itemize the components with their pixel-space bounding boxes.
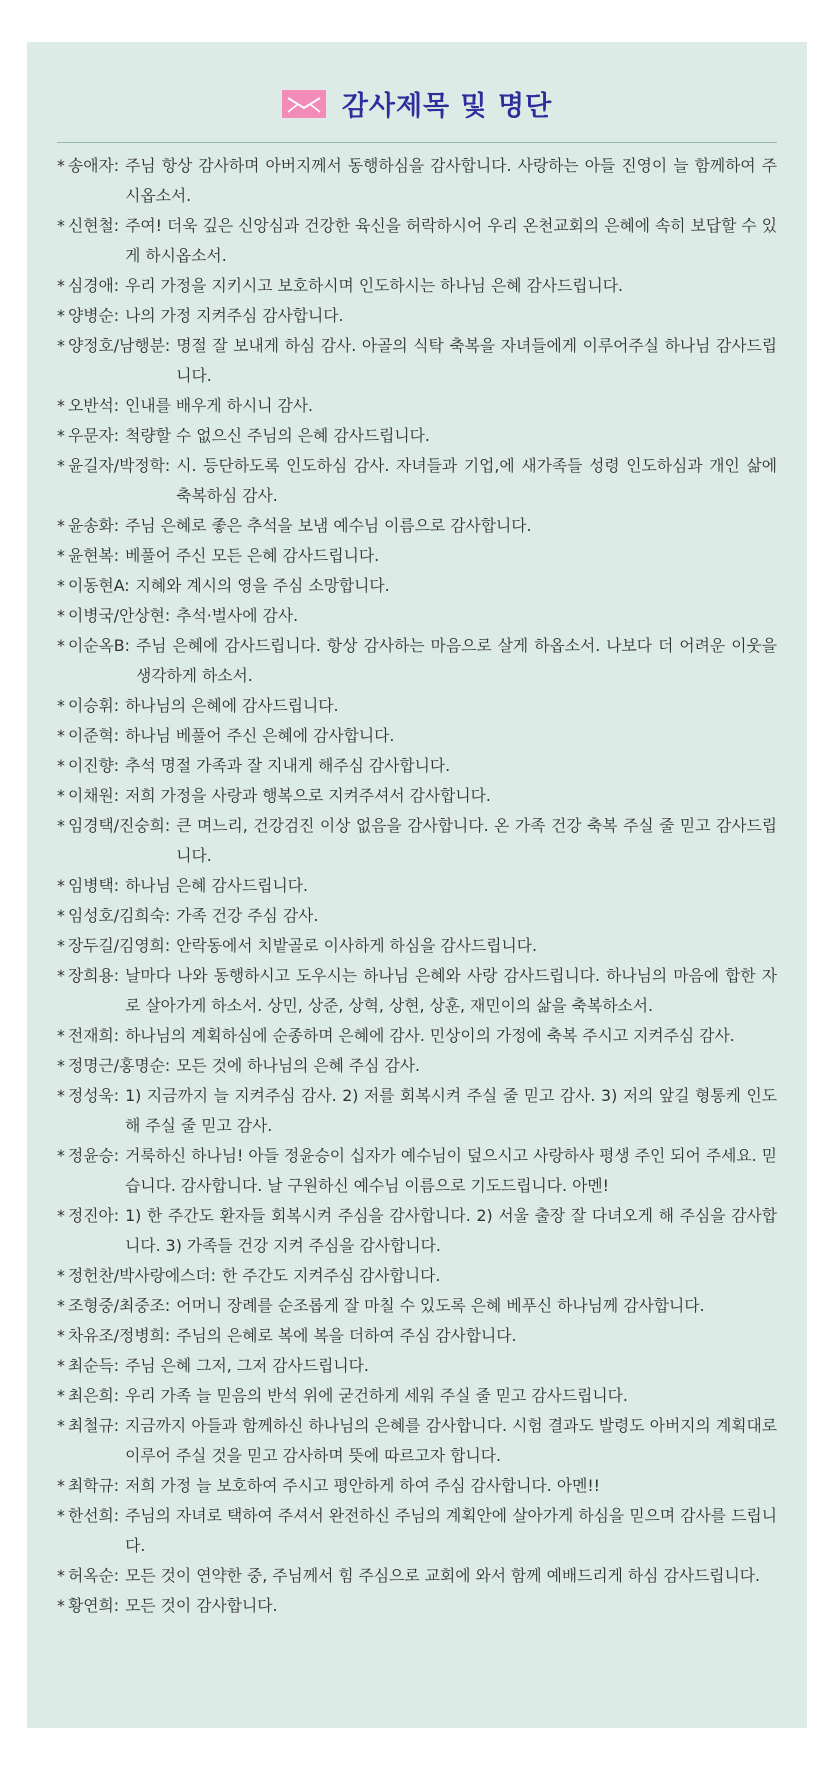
member-name: 최순득: xyxy=(68,1356,120,1375)
prayer-message: 주님의 은혜로 복에 복을 더하여 주심 감사합니다. xyxy=(176,1326,517,1345)
list-item xyxy=(57,1261,777,1291)
bullet-marker: * xyxy=(57,576,65,595)
bullet-marker: * xyxy=(57,786,65,805)
member-name: 장두길/김영희: xyxy=(68,936,171,955)
prayer-message: 추석 명절 가족과 잘 지내게 해주심 감사합니다. xyxy=(125,756,451,775)
prayer-message: 날마다 나와 동행하시고 도우시는 하나님 은혜와 사랑 감사드립니다. 하나님의 마음에 합한 자로 살아가게 하소서. 상민, 상준, 상혁, 상현, 상훈, 재민이의 삶을 축복하소서. xyxy=(125,966,777,1015)
member-name: 오반석: xyxy=(68,396,120,415)
prayer-message: 큰 며느리, 건강검진 이상 없음을 감사합니다. 온 가족 건강 축복 주실 줄 믿고 감사드립니다. xyxy=(176,816,777,865)
member-name: 조형중/최중조: xyxy=(68,1296,171,1315)
list-item xyxy=(57,271,777,301)
bullet-marker: * xyxy=(57,636,65,655)
list-item xyxy=(57,1081,777,1141)
member-name: 이진향: xyxy=(68,756,120,775)
list-item xyxy=(57,781,777,811)
member-name: 임성호/김희숙: xyxy=(68,906,171,925)
member-name: 정윤승: xyxy=(68,1146,120,1165)
prayer-message: 하나님 은혜 감사드립니다. xyxy=(125,876,309,895)
member-name: 장희용: xyxy=(68,966,120,985)
list-item xyxy=(57,421,777,451)
content-panel xyxy=(27,42,807,1728)
list-item xyxy=(57,1291,777,1321)
prayer-message: 우리 가족 늘 믿음의 반석 위에 굳건하게 세워 주실 줄 믿고 감사드립니다. xyxy=(125,1386,628,1405)
title-divider xyxy=(57,142,777,143)
member-name: 정진아: xyxy=(68,1206,120,1225)
prayer-list xyxy=(57,151,777,1621)
prayer-message: 주여! 더욱 깊은 신앙심과 건강한 육신을 허락하시어 우리 온천교회의 은혜에 속히 보답할 수 있게 하시옵소서. xyxy=(125,216,777,265)
prayer-message: 하나님의 계획하심에 순종하며 은혜에 감사. 민상이의 가정에 축복 주시고 지켜주심 감사. xyxy=(125,1026,735,1045)
bullet-marker: * xyxy=(57,336,65,355)
list-item xyxy=(57,151,777,211)
list-item xyxy=(57,1381,777,1411)
list-item xyxy=(57,1051,777,1081)
list-item xyxy=(57,751,777,781)
prayer-message: 가족 건강 주심 감사. xyxy=(176,906,319,925)
member-name: 허옥순: xyxy=(68,1566,120,1585)
bullet-marker: * xyxy=(57,1386,65,1405)
list-item xyxy=(57,391,777,421)
bullet-marker: * xyxy=(57,876,65,895)
list-item xyxy=(57,721,777,751)
member-name: 차유조/정병희: xyxy=(68,1326,171,1345)
prayer-message: 시. 등단하도록 인도하심 감사. 자녀들과 기업,에 새가족들 성령 인도하심과 개인 삶에 축복하심 감사. xyxy=(176,456,777,505)
list-item xyxy=(57,871,777,901)
bullet-marker: * xyxy=(57,516,65,535)
bullet-marker: * xyxy=(57,1506,65,1525)
prayer-message: 척량할 수 없으신 주님의 은혜 감사드립니다. xyxy=(125,426,430,445)
bullet-marker: * xyxy=(57,966,65,985)
prayer-message: 주님 은혜로 좋은 추석을 보냄 예수님 이름으로 감사합니다. xyxy=(125,516,532,535)
list-item xyxy=(57,1201,777,1261)
member-name: 정명근/홍명순: xyxy=(68,1056,171,1075)
bullet-marker: * xyxy=(57,726,65,745)
list-item xyxy=(57,301,777,331)
bullet-marker: * xyxy=(57,756,65,775)
prayer-message: 하나님 베풀어 주신 은혜에 감사합니다. xyxy=(125,726,395,745)
prayer-message: 지금까지 아들과 함께하신 하나님의 은혜를 감사합니다. 시험 결과도 발령도 아버지의 계획대로 이루어 주실 것을 믿고 감사하며 뜻에 따르고자 합니다. xyxy=(125,1416,777,1465)
bullet-marker: * xyxy=(57,1476,65,1495)
bullet-marker: * xyxy=(57,606,65,625)
bullet-marker: * xyxy=(57,1056,65,1075)
list-item xyxy=(57,691,777,721)
list-item xyxy=(57,331,777,391)
list-item xyxy=(57,931,777,961)
bullet-marker: * xyxy=(57,816,65,835)
member-name: 이채원: xyxy=(68,786,120,805)
member-name: 윤길자/박정학: xyxy=(68,456,171,475)
prayer-message: 모든 것이 감사합니다. xyxy=(125,1596,278,1615)
bullet-marker: * xyxy=(57,1326,65,1345)
list-item xyxy=(57,451,777,511)
bullet-marker: * xyxy=(57,1596,65,1615)
bullet-marker: * xyxy=(57,906,65,925)
bullet-marker: * xyxy=(57,426,65,445)
prayer-message: 하나님의 은혜에 감사드립니다. xyxy=(125,696,339,715)
prayer-message: 거룩하신 하나님! 아들 정윤승이 십자가 예수님이 덮으시고 사랑하사 평생 주인 되어 주세요. 믿습니다. 감사합니다. 날 구원하신 예수님 이름으로 기도드립니다. 아멘! xyxy=(125,1146,777,1195)
member-name: 이준혁: xyxy=(68,726,120,745)
member-name: 윤송화: xyxy=(68,516,120,535)
prayer-message: 주님 은혜에 감사드립니다. 항상 감사하는 마음으로 살게 하옵소서. 나보다 더 어려운 이웃을 생각하게 하소서. xyxy=(135,636,777,685)
list-item xyxy=(57,1501,777,1561)
prayer-message: 어머니 장례를 순조롭게 잘 마칠 수 있도록 은혜 베푸신 하나님께 감사합니다. xyxy=(176,1296,705,1315)
prayer-message: 주님의 자녀로 택하여 주셔서 완전하신 주님의 계획안에 살아가게 하심을 믿으며 감사를 드립니다. xyxy=(125,1506,777,1555)
bullet-marker: * xyxy=(57,306,65,325)
list-item xyxy=(57,1351,777,1381)
list-item xyxy=(57,1411,777,1471)
list-item xyxy=(57,211,777,271)
list-item xyxy=(57,1591,777,1621)
bullet-marker: * xyxy=(57,1266,65,1285)
list-item xyxy=(57,961,777,1021)
list-item xyxy=(57,811,777,871)
prayer-message: 추석·벌사에 감사. xyxy=(176,606,299,625)
member-name: 이순옥B: xyxy=(68,636,130,655)
prayer-message: 나의 가정 지켜주심 감사합니다. xyxy=(125,306,344,325)
bullet-marker: * xyxy=(57,276,65,295)
member-name: 최철규: xyxy=(68,1416,120,1435)
bullet-marker: * xyxy=(57,456,65,475)
list-item xyxy=(57,901,777,931)
bullet-marker: * xyxy=(57,696,65,715)
prayer-message: 모든 것에 하나님의 은혜 주심 감사. xyxy=(176,1056,420,1075)
list-item xyxy=(57,1141,777,1201)
bullet-marker: * xyxy=(57,156,65,175)
bullet-marker: * xyxy=(57,546,65,565)
member-name: 우문자: xyxy=(68,426,120,445)
member-name: 최은희: xyxy=(68,1386,120,1405)
member-name: 최학규: xyxy=(68,1476,120,1495)
prayer-message: 베풀어 주신 모든 은혜 감사드립니다. xyxy=(125,546,380,565)
prayer-message: 한 주간도 지켜주심 감사합니다. xyxy=(221,1266,441,1285)
member-name: 임경택/진숭희: xyxy=(68,816,171,835)
bullet-marker: * xyxy=(57,216,65,235)
member-name: 신현철: xyxy=(68,216,120,235)
member-name: 한선희: xyxy=(68,1506,120,1525)
member-name: 전재희: xyxy=(68,1026,120,1045)
list-item xyxy=(57,1471,777,1501)
bullet-marker: * xyxy=(57,1356,65,1375)
bullet-marker: * xyxy=(57,1026,65,1045)
bullet-marker: * xyxy=(57,1086,65,1105)
list-item xyxy=(57,541,777,571)
member-name: 정성욱: xyxy=(68,1086,120,1105)
list-item xyxy=(57,571,777,601)
prayer-message: 저희 가정 늘 보호하여 주시고 평안하게 하여 주심 감사합니다. 아멘!! xyxy=(125,1476,601,1495)
prayer-message: 우리 가정을 지키시고 보호하시며 인도하시는 하나님 은혜 감사드립니다. xyxy=(125,276,624,295)
prayer-message: 저희 가정을 사랑과 행복으로 지켜주셔서 감사합니다. xyxy=(125,786,491,805)
prayer-message: 1) 한 주간도 환자들 회복시켜 주심을 감사합니다. 2) 서울 출장 잘 다녀오게 해 주심을 감사합니다. 3) 가족들 건강 지켜 주심을 감사합니다. xyxy=(125,1206,777,1255)
bullet-marker: * xyxy=(57,1296,65,1315)
prayer-message: 인내를 배우게 하시니 감사. xyxy=(125,396,314,415)
bullet-marker: * xyxy=(57,1146,65,1165)
list-item xyxy=(57,1561,777,1591)
member-name: 정헌찬/박사랑에스더: xyxy=(68,1266,216,1285)
member-name: 양정호/남행분: xyxy=(68,336,171,355)
bullet-marker: * xyxy=(57,396,65,415)
prayer-message: 지혜와 계시의 영을 주심 소망합니다. xyxy=(135,576,390,595)
list-item xyxy=(57,601,777,631)
list-item xyxy=(57,1021,777,1051)
member-name: 이승휘: xyxy=(68,696,120,715)
bullet-marker: * xyxy=(57,1566,65,1585)
prayer-message: 모든 것이 연약한 중, 주님께서 힘 주심으로 교회에 와서 함께 예배드리게 하심 감사드립니다. xyxy=(125,1566,761,1585)
bullet-marker: * xyxy=(57,936,65,955)
member-name: 황연희: xyxy=(68,1596,120,1615)
prayer-message: 주님 은혜 그저, 그저 감사드립니다. xyxy=(125,1356,369,1375)
prayer-message: 1) 지금까지 늘 지켜주심 감사. 2) 저를 회복시켜 주실 줄 믿고 감사. 3) 저의 앞길 형통케 인도해 주실 줄 믿고 감사. xyxy=(125,1086,777,1135)
bullet-marker: * xyxy=(57,1206,65,1225)
prayer-message: 명절 잘 보내게 하심 감사. 아골의 식탁 축복을 자녀들에게 이루어주실 하나님 감사드립니다. xyxy=(176,336,777,385)
member-name: 심경애: xyxy=(68,276,120,295)
list-item xyxy=(57,1321,777,1351)
member-name: 윤현복: xyxy=(68,546,120,565)
member-name: 송애자: xyxy=(68,156,120,175)
page-title: 감사제목 및 명단 xyxy=(341,91,553,122)
list-item xyxy=(57,631,777,691)
prayer-message: 주님 항상 감사하며 아버지께서 동행하심을 감사합니다. 사랑하는 아들 진영이 늘 함께하여 주시옵소서. xyxy=(125,156,777,205)
member-name: 이병국/안상현: xyxy=(68,606,171,625)
member-name: 양병순: xyxy=(68,306,120,325)
prayer-message: 안락동에서 치밭골로 이사하게 하심을 감사드립니다. xyxy=(176,936,538,955)
bullet-marker: * xyxy=(57,1416,65,1435)
header xyxy=(27,84,807,123)
list-item xyxy=(57,511,777,541)
member-name: 이동현A: xyxy=(68,576,130,595)
member-name: 임병택: xyxy=(68,876,120,895)
envelope-icon xyxy=(282,90,326,118)
